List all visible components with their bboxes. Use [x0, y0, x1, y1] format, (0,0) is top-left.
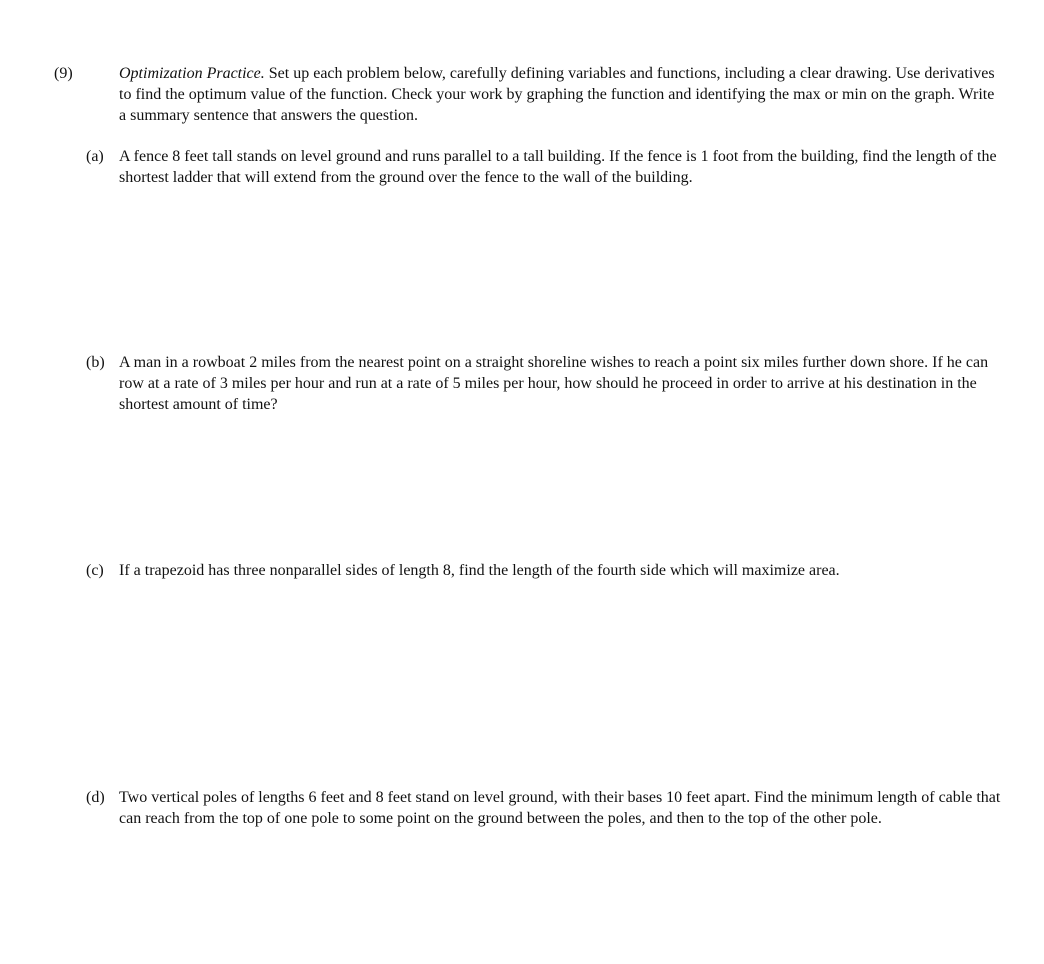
part-a-label: (a)	[86, 148, 104, 165]
intro-text: Set up each problem below, carefully defining variables and functions, including a clear drawing. Use derivatives to find the optimum value of the function. Check your work by graphing the function and identifying the max or min on the graph. Write a summary sentence that answers the question.	[119, 65, 995, 124]
part-c-label: (c)	[86, 562, 104, 579]
part-b-text: A man in a rowboat 2 miles from the nearest point on a straight shoreline wishes to reach a point six miles further down shore. If he can row at a rate of 3 miles per hour and run at a rate of 5 miles per hour, how should he proceed in order to arrive at his destination in the shortest amount of time?	[119, 354, 989, 413]
part-c-text: If a trapezoid has three nonparallel sides of length 8, find the length of the fourth side which will maximize area.	[119, 562, 840, 579]
part-d-text: Two vertical poles of lengths 6 feet and 8 feet stand on level ground, with their bases 10 feet apart. Find the minimum length of cable that can reach from the top of one pole to some point on the ground between the poles, and then to the top of the other pole.	[119, 789, 1001, 827]
problem-intro	[119, 63, 999, 126]
part-d-label: (d)	[86, 789, 105, 806]
part-a-text: A fence 8 feet tall stands on level ground and runs parallel to a tall building. If the fence is 1 foot from the building, find the length of the shortest ladder that will extend from the ground over the fence to the wall of the building.	[119, 148, 997, 186]
intro-title: Optimization Practice.	[119, 65, 265, 82]
part-b-label: (b)	[86, 354, 105, 371]
problem-number: (9)	[54, 65, 73, 82]
